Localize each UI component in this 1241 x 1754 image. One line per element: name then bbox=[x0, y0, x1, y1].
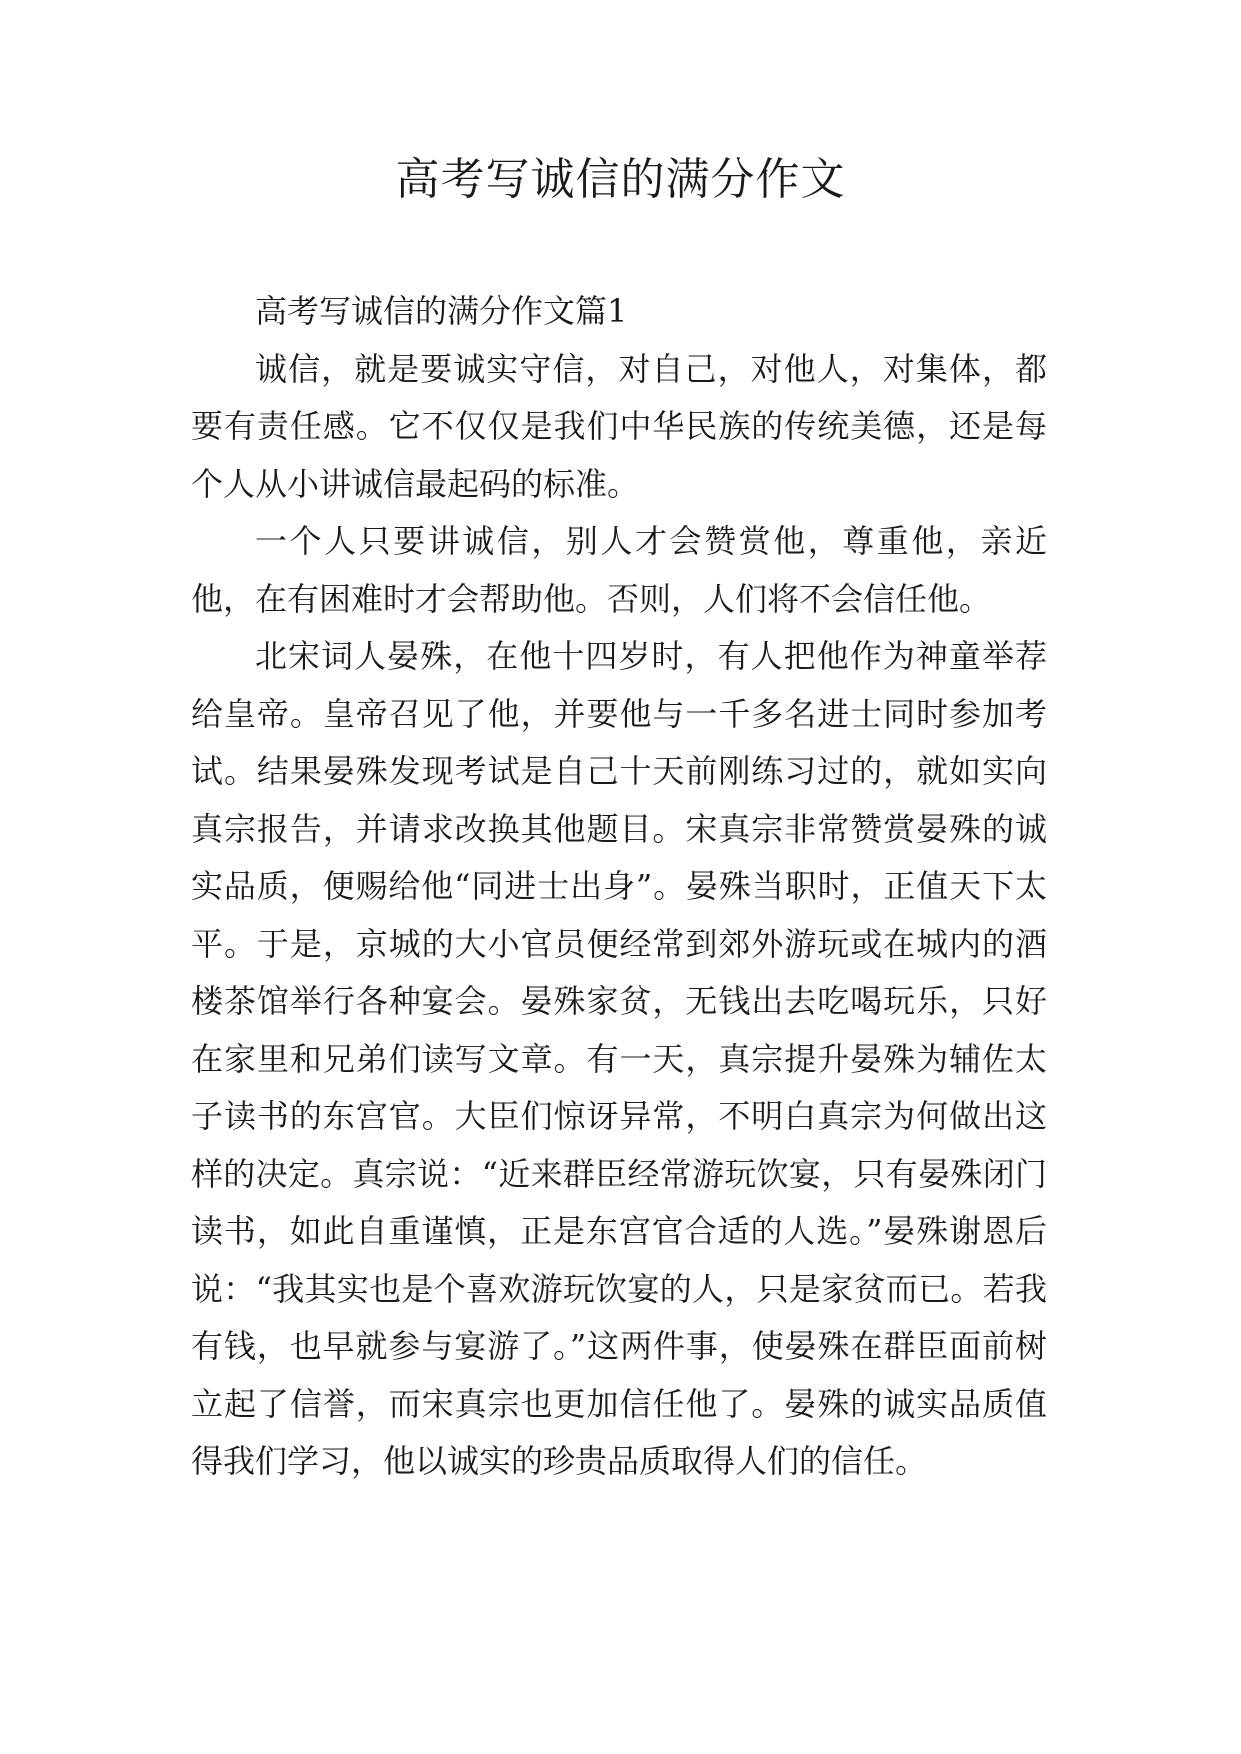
document-body bbox=[191, 283, 1047, 1491]
document-title: 高考写诚信的满分作文 bbox=[395, 154, 846, 205]
paragraph: 一个人只要讲诚信，别人才会赞赏他，尊重他，亲近他，在有困难时才会帮助他。否则，人们将不会信任他。 bbox=[191, 522, 1047, 618]
paragraph: 诚信，就是要诚实守信，对自己，对他人，对集体，都要有责任感。它不仅仅是我们中华民族的传统美德，还是每个人从小讲诚信最起码的标准。 bbox=[191, 349, 1047, 503]
section-heading: 高考写诚信的满分作文篇1 bbox=[255, 292, 628, 330]
paragraph: 北宋词人晏殊，在他十四岁时，有人把他作为神童举荐给皇帝。皇帝召见了他，并要他与一千多名进士同时参加考试。结果晏殊发现考试是自己十天前刚练习过的，就如实向真宗报告，并请求改换其他题目。宋真宗非常赞赏晏殊的诚实品质，便赐给他“同进士出身”。晏殊当职时，正值天下太平。于是，京城的大小官员便经常到郊外游玩或在城内的酒楼茶馆举行各种宴会。晏殊家贫，无钱出去吃喝玩乐，只好在家里和兄弟们读写文章。有一天，真宗提升晏殊为辅佐太子读书的东宫官。大臣们惊讶异常，不明白真宗为何做出这样的决定。真宗说：“近来群臣经常游玩饮宴，只有晏殊闭门读书，如此自重谨慎，正是东宫官合适的人选。”晏殊谢恩后说：“我其实也是个喜欢游玩饮宴的人，只是家贫而已。若我有钱，也早就参与宴游了。”这两件事，使晏殊在群臣面前树立起了信誉，而宋真宗也更加信任他了。晏殊的诚实品质值得我们学习，他以诚实的珍贵品质取得人们的信任。 bbox=[191, 637, 1047, 1480]
